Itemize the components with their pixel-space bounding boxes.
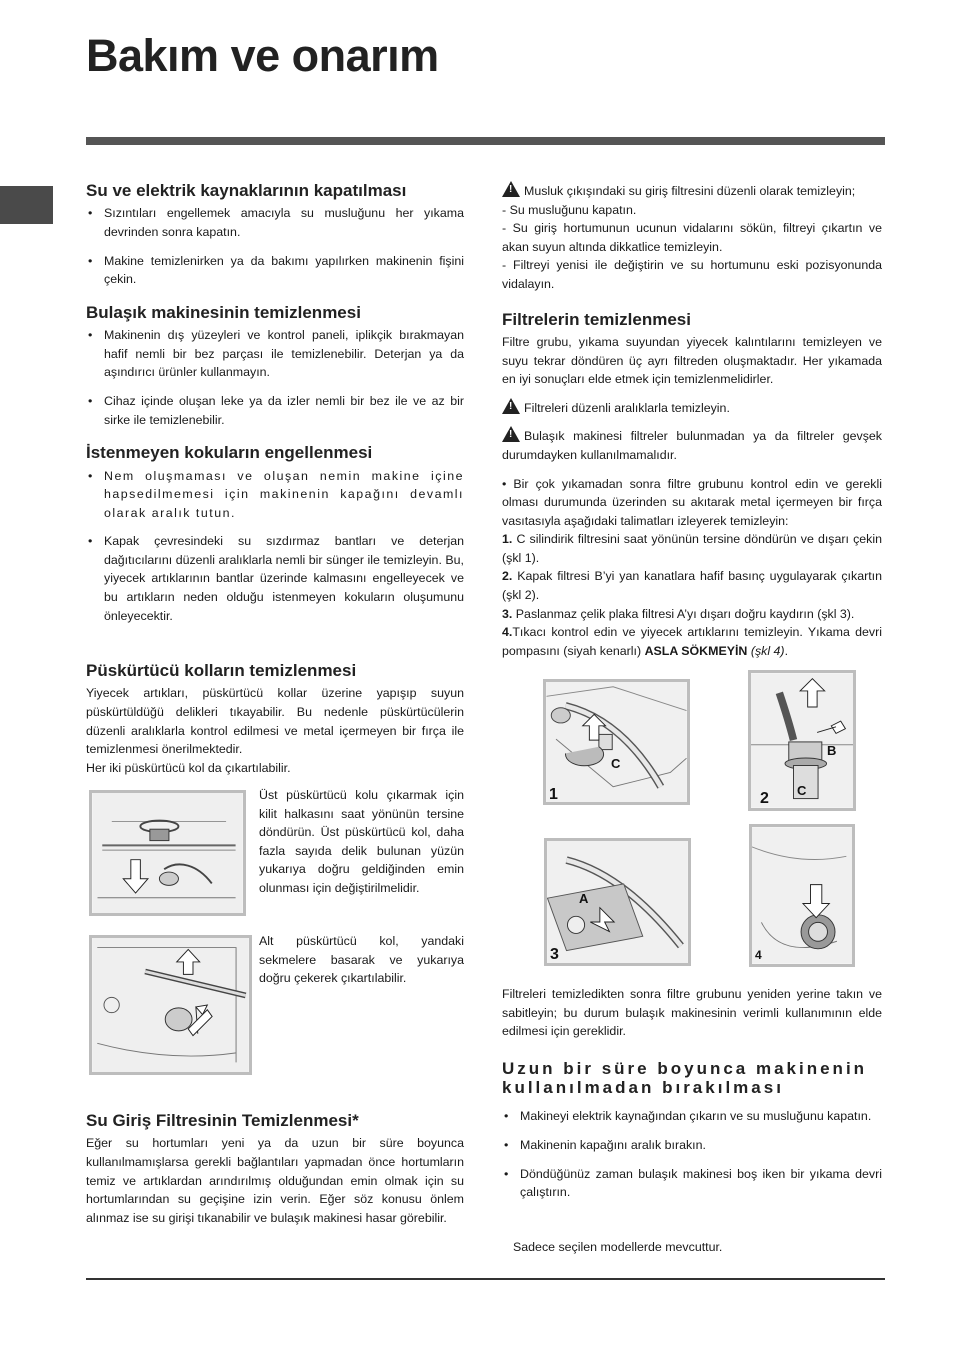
filter-figure-2 — [748, 670, 856, 811]
section-heading: Uzun bir süre boyunca makinenin kullanılmadan bırakılması — [502, 1059, 868, 1097]
section-heading: İstenmeyen kokuların engellenmesi — [86, 443, 373, 463]
warning-icon — [502, 426, 520, 442]
step-3: 3. Paslanmaz çelik plaka filtresi A’yı dışarı doğru kaydırın (şkl 3). — [502, 606, 855, 621]
figure-label-b: B — [827, 743, 837, 758]
figure-number: 4 — [755, 948, 762, 962]
figure-number: 1 — [549, 786, 558, 803]
section-power-water — [86, 181, 464, 289]
section-heading: Su ve elektrik kaynaklarının kapatılması — [86, 181, 407, 200]
list-item: • Makine temizlenirken ya da bakımı yapılırken makinenin fişini çekin. — [86, 252, 464, 289]
instruction-line: - Su musluğunu kapatın. — [502, 202, 637, 217]
section-heading: Su Giriş Filtresinin Temizlenmesi* — [86, 1111, 359, 1130]
warning-line: !Musluk çıkışındaki su giriş filtresini düzenli olarak temizleyin; — [502, 181, 882, 201]
warning-line: !Filtreleri düzenli aralıklarla temizleyin. — [502, 398, 882, 418]
filter-figure-1 — [543, 679, 690, 805]
right-column — [502, 181, 882, 660]
step-1: 1. C silindirik filtresini saat yönünün tersine döndürün ve dışarı çekin (şkl 1). — [502, 532, 882, 565]
warning-line: !Bulaşık makinesi filtreler bulunmadan ya da filtreler gevşek durumdayken kullanılmamalıdır. — [502, 426, 882, 464]
list-item: • Kapak çevresindeki su sızdırmaz bantları ve deterjan dağıtıcılarını düzenli aralıklarla nemli bir sünger ile temizleyin. Bu, yiyecek artıklarının bantlar üzerinde kalmasını engelleyecek ve bu artıkların neden olduğu istenmeyen kokuların oluşumunu önleyecektir. — [86, 532, 464, 625]
instruction-line: - Su giriş hortumunun ucunun vidalarını sökün, filtreyi çıkartın ve akan suyun altında dikkatlice temizleyin. — [502, 221, 882, 254]
section-long-term-storage — [502, 1060, 882, 1212]
list-item: • Sızıntıları engellemek amacıyla su musluğunu her yıkama devrinden sonra kapatın. — [86, 204, 464, 241]
filter-figure-3 — [544, 838, 691, 966]
lower-spray-arm-caption: Alt püskürtücü kol, yandaki sekmelere basarak ve yukarıya doğru çekerek çıkartılabilir. — [259, 934, 464, 986]
step-2: 2. Kapak filtresi B’yi yan kanatlara hafif basınç uygulayarak çıkartın (şkl 2). — [502, 569, 882, 603]
figure-label-c: C — [797, 783, 807, 798]
footer-rule — [86, 1278, 885, 1280]
paragraph: Eğer su hortumları yeni ya da uzun bir süre boyunca kullanılmamışlarsa gerekli bağlantıları yapmadan önce hortumların temiz ve artıklardan arındırılmış olduğundan emin olmak için su hortumlarından su geçişine izin verin. Eğer söz konusu önlem alınmaz ise su girişi tıkanabilir ve bulaşık makinesi hasar görebilir. — [86, 1136, 464, 1225]
figure-number: 2 — [760, 790, 769, 807]
paragraph: Filtre grubu, yıkama suyundan yiyecek kalıntılarını temizleyen ve suyu tekrar döndüren üç ayrı filtreden oluşmaktadır. Her yıkamada en iyi sonuçları elde etmek için temizlenmelidirler. — [502, 334, 882, 387]
paragraph: • Bir çok yıkamadan sonra filtre grubunu kontrol edin ve gerekli olması durumunda üzerinden su akıtarak metal içermeyen bir fırça vasıtasıyla aşağıdaki talimatları izleyerek temizleyin: — [502, 476, 882, 528]
section-odor-prevention — [86, 443, 464, 625]
lower-spray-arm-illustration — [89, 935, 252, 1075]
section-heading: Püskürtücü kolların temizlenmesi — [86, 661, 357, 680]
list-item: • Makineyi elektrik kaynağından çıkarın ve su musluğunu kapatın. — [502, 1107, 882, 1126]
paragraph: Her iki püskürtücü kol da çıkartılabilir. — [86, 760, 291, 775]
section-dishwasher-cleaning — [86, 303, 464, 429]
list-item: • Cihaz içinde oluşan leke ya da izler nemli bir bez ile ve az bir sirke ile temizlenebilir. — [86, 392, 464, 429]
language-tab-marker — [0, 186, 53, 224]
paragraph: Filtreleri temizledikten sonra filtre grubunu yeniden yerine takın ve sabitleyin; bu durum bulaşık makinesinin verimli kullanımının elde edilmesi için gereklidir. — [502, 987, 882, 1039]
list-item: • Makinenin kapağını aralık bırakın. — [502, 1136, 882, 1155]
list-item: • Nem oluşmaması ve oluşan nemin makine içine hapsedilmemesi için makinenin kapağını devamlı olarak aralık tutun. — [86, 467, 464, 523]
section-spray-arms — [86, 661, 464, 777]
figure-number: 3 — [550, 946, 559, 963]
footnote-text: Sadece seçilen modellerde mevcuttur. — [513, 1240, 723, 1254]
warning-icon — [502, 181, 520, 197]
upper-spray-arm-caption: Üst püskürtücü kolu çıkarmak için kilit halkasını saat yönünün tersine döndürün. Üst püskürtücü kol, daha fazla sayıda delik bulunan yüzün yukarıya doğru geldiğinden emin olunması için değiştirilmelidir. — [259, 788, 464, 895]
warning-icon — [502, 398, 520, 414]
step-4: 4.Tıkacı kontrol edin ve yiyecek artıklarını temizleyin. Yıkama devri pompasını (siyah kenarlı) ASLA SÖKMEYİN (şkl 4). — [502, 625, 882, 658]
section-heading: Filtrelerin temizlenmesi — [502, 309, 691, 329]
footnote — [513, 1238, 873, 1257]
section-heading: Bulaşık makinesinin temizlenmesi — [86, 302, 361, 322]
list-item: • Makinenin dış yüzeyleri ve kontrol paneli, iplikçik bırakmayan hafif nemli bir bez parçası ile temizlenebilir. Deterjan ya da aşındırıcı ürünler kullanmayın. — [86, 326, 464, 382]
filter-figure-4 — [749, 824, 855, 967]
figure-label-c: C — [611, 756, 621, 771]
paragraph: Yiyecek artıkları, püskürtücü kollar üzerine yapışıp suyun püskürtüldüğü delikleri tıkayabilir. Bu nedenle püskürtücülerin düzenli aralıklarla kontrol edilmesi ve metal içermeyen bir fırça ile temizlenmesi önerilmektedir. — [86, 686, 464, 757]
instruction-line: - Filtreyi yenisi ile değiştirin ve su hortumunu eski pozisyonunda vidalayın. — [502, 258, 882, 291]
section-filter-cleaning — [502, 310, 882, 661]
section-inlet-filter — [86, 1111, 464, 1227]
figure-label-a: A — [579, 891, 589, 906]
upper-spray-arm-illustration — [89, 790, 246, 916]
left-column — [86, 181, 464, 639]
list-item: • Döndüğünüz zaman bulaşık makinesi boş iken bir yıkama devri çalıştırın. — [502, 1165, 882, 1202]
page-title: Bakım ve onarım — [86, 30, 439, 81]
header-rule — [86, 137, 885, 145]
section-filter-reassembly — [502, 985, 882, 1041]
